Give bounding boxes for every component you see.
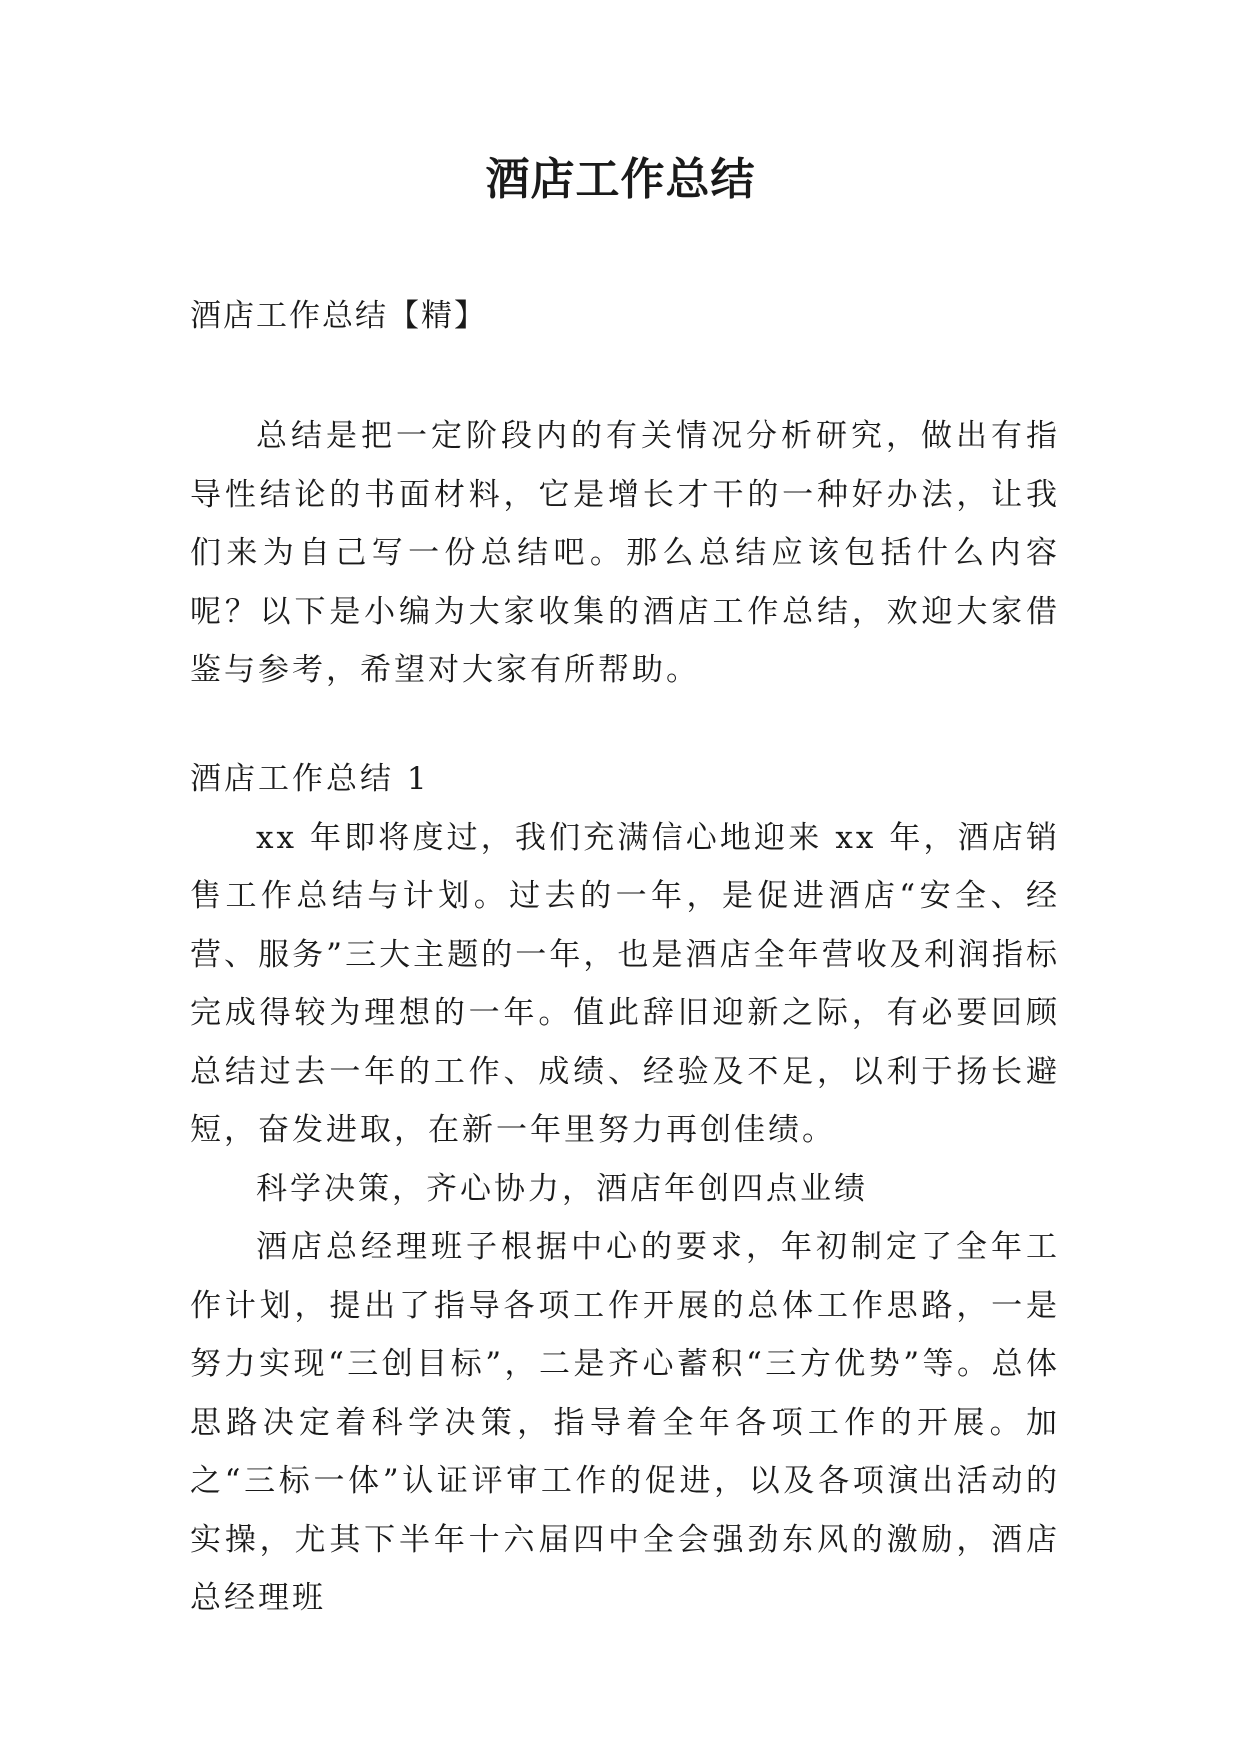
section-1-subheading: 科学决策，齐心协力，酒店年创四点业绩 [256,1170,868,1207]
section-1-paragraph: 酒店总经理班子根据中心的要求，年初制定了全年工作计划，提出了指导各项工作开展的总体工作思路，一是努力实现“三创目标”，二是齐心蓄积“三方优势”等。总体思路决定着科学决策，指导着全年各项工作的开展。加之“三标一体”认证评审工作的促进，以及各项演出活动的实操，尤其下半年十六届四中全会强劲东风的激励，酒店总经理班 [190,1229,1060,1616]
intro-paragraph: 总结是把一定阶段内的有关情况分析研究，做出有指导性结论的书面材料，它是增长才干的一种好办法，让我们来为自己写一份总结吧。那么总结应该包括什么内容呢？以下是小编为大家收集的酒店工作总结，欢迎大家借鉴与参考，希望对大家有所帮助。 [190,418,1060,688]
intro-section [190,407,1060,700]
section-1-heading: 酒店工作总结 1 [190,761,430,797]
section-1-paragraph: xx 年即将度过，我们充满信心地迎来 xx 年，酒店销售工作总结与计划。过去的一年，是促进酒店“安全、经营、服务”三大主题的一年，也是酒店全年营收及利润指标完成得较为理想的一年。值此辞旧迎新之际，有必要回顾总结过去一年的工作、成绩、经验及不足，以利于扬长避短，奋发进取，在新一年里努力再创佳绩。 [190,819,1060,1148]
document-title: 酒店工作总结 [485,154,756,205]
section-1 [190,750,1060,1628]
document-subtitle: 酒店工作总结【精】 [190,298,487,334]
